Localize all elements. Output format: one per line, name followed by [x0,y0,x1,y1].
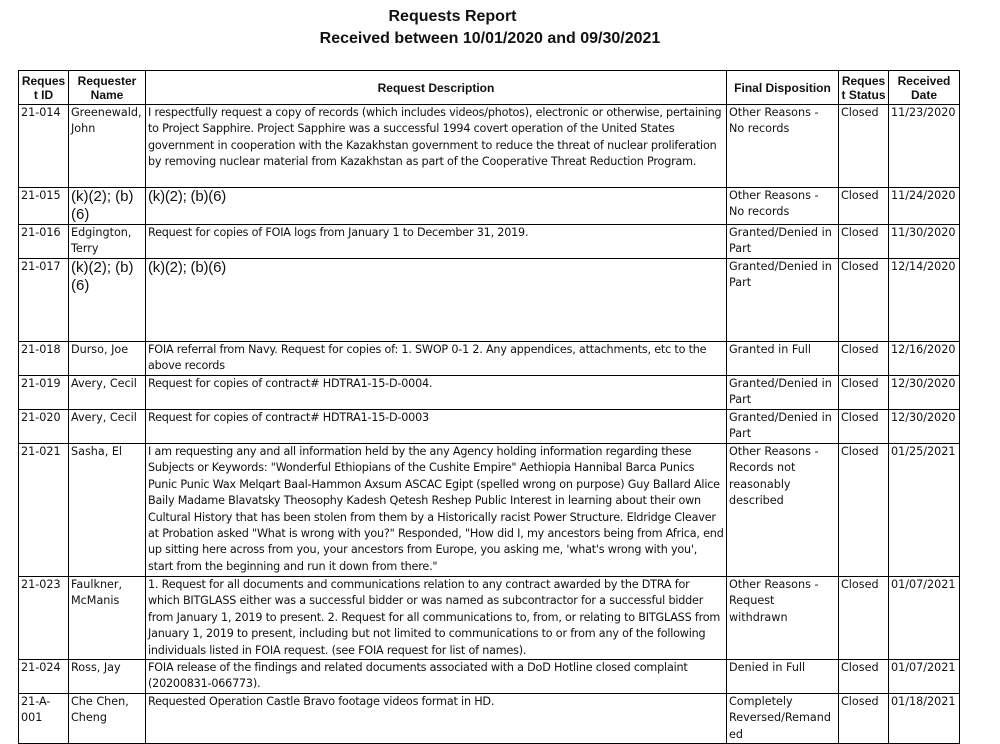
col-header-received-date: Received Date [889,71,960,105]
cell-final-disposition: Other Reasons - No records [727,188,839,225]
cell-description: Request for copies of FOIA logs from January 1 to December 31, 2019. [146,225,727,259]
cell-request-id: 21-021 [19,444,69,577]
cell-request-id: 21-023 [19,577,69,660]
cell-request-status: Closed [839,660,889,694]
cell-received-date: 01/25/2021 [889,444,960,577]
cell-received-date: 11/24/2020 [889,188,960,225]
cell-request-status: Closed [839,342,889,376]
cell-description: I respectfully request a copy of records (which includes videos/photos), electronic or otherwise, pertaining to Project Sapphire. Project Sapphire was a successful 1994 covert operation of the United States government in cooperation with the Kazakhstan government to reduce the threat of nuclear proliferation by removing nuclear material from Kazakhstan as part of the Cooperative Threat Reduction Program. [146,105,727,188]
cell-request-id: 21-024 [19,660,69,694]
cell-final-disposition: Other Reasons - Request withdrawn [727,577,839,660]
table-header-row [19,71,960,105]
table-row [19,444,960,577]
cell-description-redacted: (k)(2); (b)(6) [146,259,727,342]
cell-requester-name: Edgington, Terry [69,225,146,259]
report-subtitle: Received between 10/01/2020 and 09/30/2021 [319,30,661,47]
cell-request-id: 21-016 [19,225,69,259]
cell-request-status: Closed [839,577,889,660]
cell-description-redacted: (k)(2); (b)(6) [146,188,727,225]
cell-received-date: 11/30/2020 [889,225,960,259]
cell-requester-name: Faulkner, McManis [69,577,146,660]
table-row [19,694,960,744]
cell-request-status: Closed [839,188,889,225]
cell-received-date: 11/23/2020 [889,105,960,188]
cell-received-date: 12/30/2020 [889,376,960,410]
cell-request-status: Closed [839,376,889,410]
cell-received-date: 01/07/2021 [889,660,960,694]
cell-received-date: 12/14/2020 [889,259,960,342]
cell-final-disposition: Other Reasons - No records [727,105,839,188]
cell-description: FOIA release of the findings and related documents associated with a DoD Hotline closed complaint (20200831-066773). [146,660,727,694]
table-row [19,660,960,694]
cell-final-disposition: Granted/Denied in Part [727,410,839,444]
col-header-requester-name: Requester Name [69,71,146,105]
table-row [19,105,960,188]
cell-request-id: 21-017 [19,259,69,342]
cell-request-id: 21-A-001 [19,694,69,744]
cell-final-disposition: Granted/Denied in Part [727,225,839,259]
table-row [19,342,960,376]
cell-description: I am requesting any and all information held by the any Agency holding information regarding these Subjects or Keywords: "Wonderful Ethiopians of the Cushite Empire" Aethiopia Hannibal Barca Punics Punic Punic Wax Melqart Baal-Hammon Axsum ASCAC Egipt (spelled wrong on purpose) Guy Ballard Alice Baily Madame Blavatsky Theosophy Kadesh Qetesh Reshep Public Interest in learning about their own Cultural History that has been stolen from them by a Historically racist Power Structure. Eldridge Cleaver at Probation asked "What is wrong with you?" Responded, "How did I, my ancestors being from Africa, end up sitting here across from you, your ancestors from Europe, you asking me, 'what's wrong with you', start from the beginning and run it down from there." [146,444,727,577]
cell-description: Request for copies of contract# HDTRA1-15-D-0003 [146,410,727,444]
requests-table [18,70,960,744]
col-header-final-disposition: Final Disposition [727,71,839,105]
report-title: Requests Report [388,8,517,25]
table-row [19,410,960,444]
table-row [19,259,960,342]
table-row [19,188,960,225]
cell-requester-name: Avery, Cecil [69,376,146,410]
col-header-request-id: Request ID [19,71,69,105]
cell-requester-name: Sasha, El [69,444,146,577]
cell-requester-name: Durso, Joe [69,342,146,376]
cell-final-disposition: Granted in Full [727,342,839,376]
cell-request-id: 21-015 [19,188,69,225]
cell-received-date: 01/18/2021 [889,694,960,744]
cell-request-id: 21-020 [19,410,69,444]
cell-request-id: 21-018 [19,342,69,376]
cell-requester-name: Ross, Jay [69,660,146,694]
cell-requester-name: Avery, Cecil [69,410,146,444]
cell-final-disposition: Denied in Full [727,660,839,694]
cell-request-status: Closed [839,105,889,188]
cell-received-date: 01/07/2021 [889,577,960,660]
col-header-description: Request Description [146,71,727,105]
cell-final-disposition: Other Reasons - Records not reasonably described [727,444,839,577]
cell-request-status: Closed [839,410,889,444]
table-row [19,376,960,410]
cell-final-disposition: Granted/Denied in Part [727,259,839,342]
cell-description: 1. Request for all documents and communications relation to any contract awarded by the DTRA for which BITGLASS either was a successful bidder or was named as subcontractor for a successful bidder from January 1, 2019 to present. 2. Request for all communications to, from, or relating to BITGLASS from January 1, 2019 to present, including but not limited to communications to or from any of the following individuals listed in FOIA request. (see FOIA request for list of names). [146,577,727,660]
cell-received-date: 12/30/2020 [889,410,960,444]
cell-received-date: 12/16/2020 [889,342,960,376]
cell-request-status: Closed [839,225,889,259]
cell-request-status: Closed [839,694,889,744]
cell-final-disposition: Granted/Denied in Part [727,376,839,410]
cell-request-id: 21-019 [19,376,69,410]
table-row [19,577,960,660]
cell-request-id: 21-014 [19,105,69,188]
table-row [19,225,960,259]
cell-requester-name: Che Chen, Cheng [69,694,146,744]
cell-request-status: Closed [839,259,889,342]
cell-description: Request for copies of contract# HDTRA1-15-D-0004. [146,376,727,410]
col-header-request-status: Request Status [839,71,889,105]
cell-request-status: Closed [839,444,889,577]
cell-requester-name-redacted: (k)(2); (b)(6) [69,188,146,225]
cell-description: FOIA referral from Navy. Request for copies of: 1. SWOP 0-1 2. Any appendices, attachments, etc to the above records [146,342,727,376]
cell-final-disposition: Completely Reversed/Remanded [727,694,839,744]
cell-requester-name: Greenewald, John [69,105,146,188]
cell-description: Requested Operation Castle Bravo footage videos format in HD. [146,694,727,744]
cell-requester-name-redacted: (k)(2); (b)(6) [69,259,146,342]
